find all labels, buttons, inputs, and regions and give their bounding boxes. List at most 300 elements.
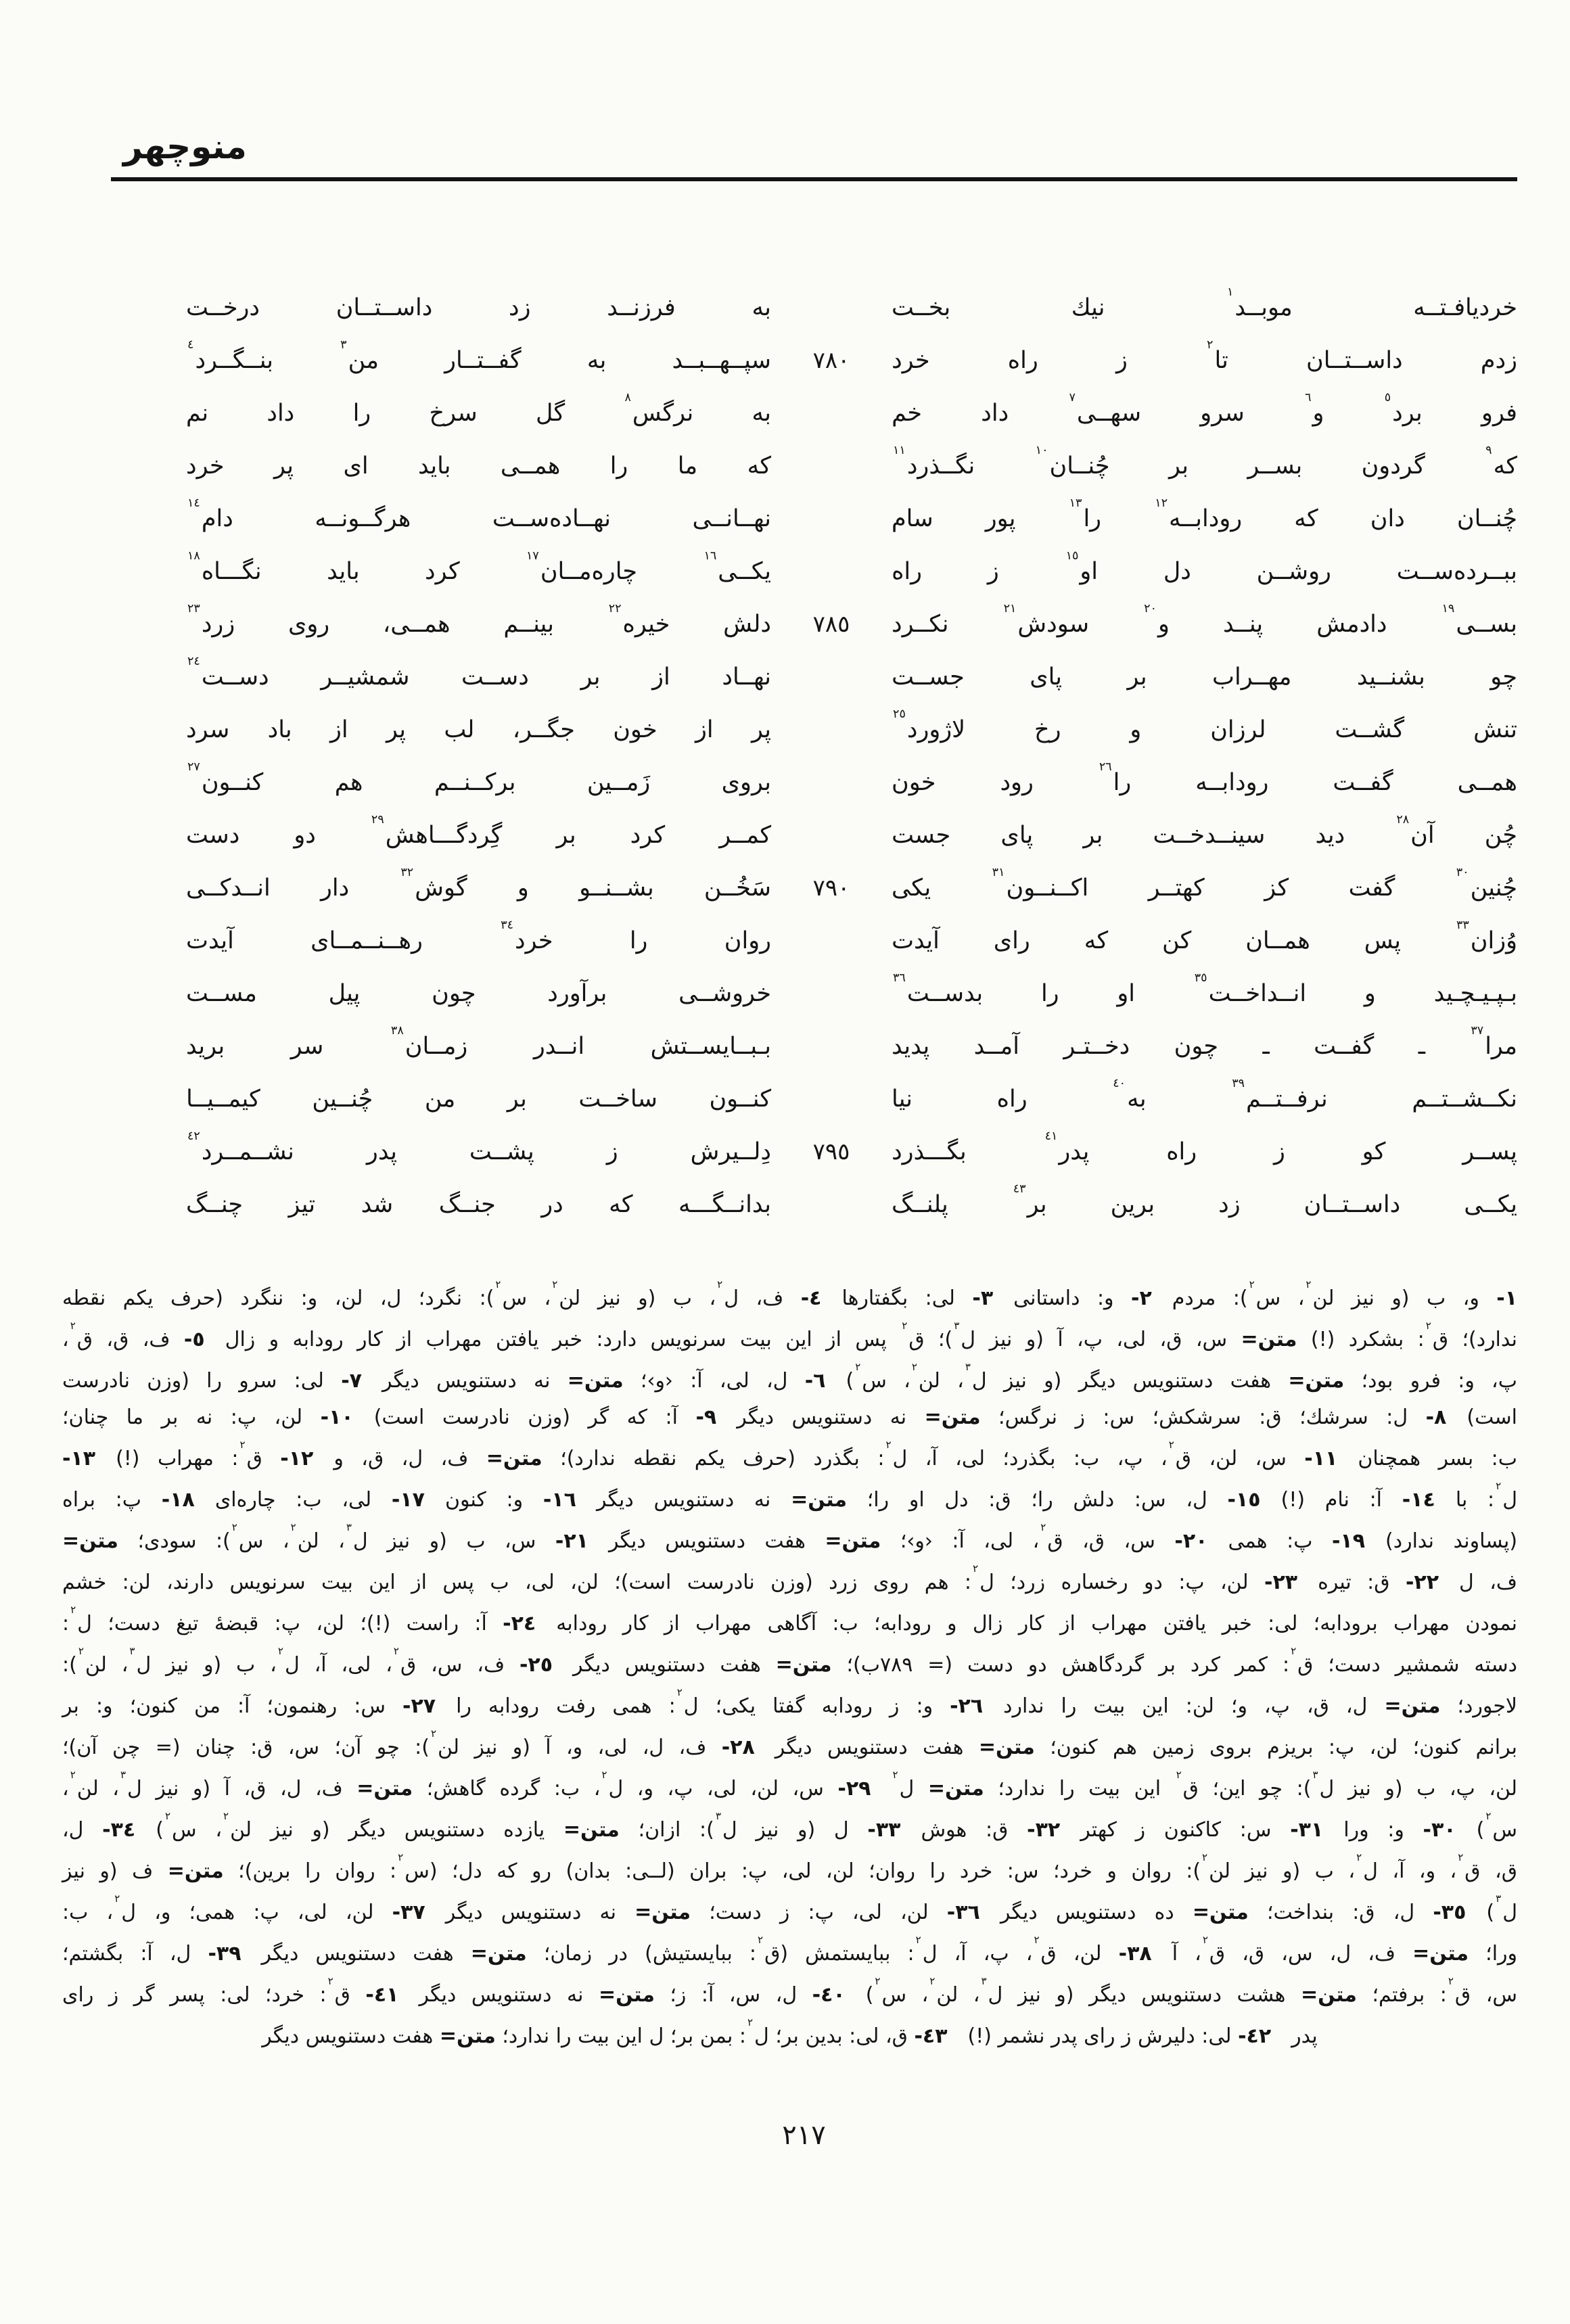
poem-word: بركــنــم — [434, 769, 516, 796]
footnote-marker: ٢ — [70, 1319, 76, 1332]
hemistich-first — [892, 865, 1517, 902]
poem-word: بايد — [417, 452, 451, 480]
footnote-marker: ٤٣ — [1013, 1182, 1026, 1196]
apparatus-lemma-number: ٢١- — [555, 1529, 588, 1553]
poem-word: كمــر — [719, 822, 771, 849]
footnote-marker: ٢ — [676, 1686, 683, 1698]
apparatus-lemma-number: متن= — [470, 1942, 527, 1966]
hemistich-second — [186, 1086, 771, 1113]
apparatus-lemma-number: متن= — [563, 1818, 620, 1842]
hemistich-first — [892, 285, 1517, 321]
poem-word: يكى — [892, 875, 931, 902]
poem-word: كهتــر — [1148, 875, 1205, 902]
footnote-marker: ٢ — [393, 1644, 399, 1657]
poem-word: دار — [320, 875, 350, 902]
apparatus-lemma-number: متن= — [1384, 1694, 1441, 1718]
hemistich-first — [892, 1076, 1517, 1113]
footnote-marker: ٢ — [875, 1974, 881, 1987]
poem-word: ز — [1115, 347, 1128, 374]
poem-word: گفت — [1348, 875, 1395, 902]
poem-word: چُن — [1484, 822, 1517, 849]
verse-row — [186, 387, 1517, 440]
footnote-marker: ٣٧ — [1471, 1023, 1484, 1038]
footnote-marker: ١ — [1226, 285, 1234, 299]
apparatus-line: س، ق$^٢$: برفتم؛ متن= هشت دستنويس ديگر (و نيز ل$^٣$، لن$^٢$، س$^٢$) ٤٠- ل، س، آ: ز؛ متن= نه دستنويس ديگر ٤١- ق$^٢$: خرد؛ لى: پسر گر ز راى — [62, 1974, 1517, 2007]
footnote-marker: ٢٤ — [187, 654, 200, 668]
apparatus-lemma-number: ٢٩- — [837, 1777, 871, 1800]
poem-word: دادمش — [1316, 611, 1387, 638]
footnote-marker: ٣٣ — [1456, 918, 1469, 932]
footnote-marker: ٣٠ — [1456, 865, 1469, 879]
hemistich-second — [186, 452, 771, 480]
apparatus-line: ل$^٣$) ٣٥- ل، ق: بنداخت؛ متن= ده دستنويس ديگر ٣٦- لن، لى، پ: ز دست؛ متن= نه دستنويس ديگر ٣٧- لن، لى، پ: همى؛ و، ل$^٢$، ب: — [62, 1892, 1517, 1924]
apparatus-lemma-number: ١٨- — [161, 1488, 195, 1512]
apparatus-line: نمودن مهراب برودابه؛ لى: خبر يافتن مهراب از كار زال و رودابه؛ ب: آگاهى مهراب از كار رودابه ٢٤- آ: راست (!)؛ لن، پ: قبضهٔ تيغ دست؛ ل$^٢$: — [62, 1603, 1517, 1635]
poem-word: روشــن — [1256, 558, 1331, 585]
poem-word: ـ — [1262, 1033, 1270, 1060]
footnote-marker: ٢ — [885, 1438, 892, 1451]
poem-word: از — [695, 716, 714, 743]
apparatus-lemma-number: متن= — [356, 1777, 413, 1800]
poem-word: او$^{١٥}$ — [1065, 549, 1099, 585]
poem-word: و$^٦$ — [1305, 390, 1324, 427]
footnote-marker: ٣٨ — [390, 1023, 404, 1038]
poem-word: باد — [267, 716, 292, 743]
apparatus-lemma-number: ٤١- — [365, 1983, 399, 2007]
footnote-marker: ٢ — [327, 1974, 333, 1987]
footnote-marker: ٣ — [954, 1319, 960, 1332]
apparatus-lemma-number: ٣- — [972, 1286, 994, 1310]
hemistich-second — [186, 601, 771, 638]
poem-word: تنش — [1473, 716, 1517, 743]
hemistich-second — [186, 1023, 771, 1060]
hemistich-second — [186, 716, 771, 743]
hemistich-first — [892, 1023, 1517, 1060]
apparatus-line: دسته شمشير دست؛ ق$^٢$: كمر كرد بر گردگاهش دو دست (= ٧٨٩ب)؛ متن= هفت دستنويس ديگر ٢٥- ف، س، ق$^٢$، لى، آ، ل$^٢$، ب (و نيز ل$^٣$، لن$^٢$): — [62, 1644, 1518, 1677]
book-page-scan — [0, 127, 1570, 2324]
verse-row — [186, 598, 1517, 651]
footnote-marker: ٣١ — [992, 865, 1005, 879]
poem-word: پر — [273, 452, 294, 480]
footnote-marker: ٢ — [1448, 1974, 1454, 1987]
poem-word: كه — [747, 452, 771, 480]
footnote-marker: ٢٠ — [1144, 601, 1157, 615]
footnote-marker: ١٩ — [1441, 601, 1455, 615]
poem-word: بر — [556, 822, 576, 849]
poem-word: به$^{٤٠}$ — [1113, 1076, 1147, 1113]
footnote-marker: ٢ — [1356, 1851, 1362, 1863]
apparatus-lemma-number: ٢٣- — [1264, 1571, 1298, 1594]
poem-word: بگـــذرد — [892, 1138, 967, 1165]
apparatus-lemma-number: متن= — [598, 1983, 655, 2007]
apparatus-line: ورا؛ متن= ف، ل، س، ق، ق$^٢$، آ ٣٨- لن، ق$^٢$، پ، آ، ل$^٢$: ببايستمش (ق$^٢$: ببايستيش) در زمان؛ متن= هفت دستنويس ديگر ٣٩- ل، آ: بگشتم؛ — [62, 1933, 1518, 1966]
footnote-marker: ٢ — [1168, 1438, 1174, 1451]
footnote-marker: ٢ — [290, 1520, 296, 1533]
poem-word: رخ — [1034, 716, 1061, 743]
poem-word: بر — [1127, 664, 1147, 691]
hemistich-first — [892, 760, 1517, 796]
hemistich-second — [186, 654, 771, 691]
footnote-marker: ٢ — [114, 1892, 120, 1905]
footnote-marker: ٢ — [973, 1562, 979, 1575]
poem-word: را$^{٢٦}$ — [1099, 760, 1132, 796]
verse-row — [186, 1073, 1517, 1125]
poem-word: من — [424, 1086, 456, 1113]
apparatus-lemma-number: ١٧- — [391, 1488, 425, 1512]
poem-word: همــى — [500, 452, 561, 480]
apparatus-line: برانم كنون؛ لن، پ: بريزم بروى زمين هم كنون؛ متن= هفت دستنويس ديگر ٢٨- ف، ل، لى، و، آ (و نيز لن$^٢$): چو آن؛ س، ق: چنان (= چن آن)؛ — [62, 1727, 1517, 1759]
poem-word: بـبــايســتش — [650, 1033, 771, 1060]
poem-word: نهــانــى — [692, 505, 771, 532]
poem-two-column-block — [53, 281, 1517, 1231]
footnote-marker: ٢ — [70, 1768, 76, 1781]
poem-word: و$^{٢٠}$ — [1144, 601, 1170, 638]
hemistich-second — [186, 549, 771, 585]
footnote-marker: ٢ — [717, 1278, 723, 1291]
apparatus-line: (پساوند ندارد) ١٩- پ: همى ٢٠- س، ق، ق$^٢$، لى، آ: ‹و›؛ متن= هفت دستنويس ديگر ٢١- س، ب (و نيز ل$^٣$، لن$^٢$، س$^٢$): سودى؛ متن= — [62, 1520, 1518, 1553]
footnote-marker: ٢ — [1291, 1644, 1297, 1657]
hemistich-first — [892, 496, 1517, 532]
poem-word: چون — [1174, 1033, 1219, 1060]
poem-word: راى — [993, 927, 1030, 954]
apparatus-lemma-number: ٤٣- — [914, 2024, 948, 2048]
apparatus-lemma-number: ١٦- — [542, 1488, 576, 1512]
verse-number: ٧٩٠ — [812, 875, 850, 902]
poem-word: لرزان — [1210, 716, 1266, 743]
poem-word: فرزنــد — [607, 294, 676, 321]
poem-word: او — [1117, 980, 1135, 1007]
poem-word: برد$^٥$ — [1384, 390, 1423, 427]
footnote-marker: ٢٩ — [371, 812, 384, 827]
hemistich-first — [892, 338, 1517, 374]
apparatus-lemma-number: ١٩- — [1331, 1529, 1366, 1553]
apparatus-line: ١- و، ب (و نيز لن$^٢$، س$^٢$): مردم ٢- و: داستانى ٣- لى: بگفتارها ٤- ف، ل$^٢$، ب (و نيز لن$^٢$، س$^٢$): نگرد؛ ل، لن، و: ننگرد (حرف يكم نقطه — [62, 1278, 1518, 1310]
footnote-marker: ٢ — [223, 1809, 229, 1822]
header-divider-rule — [111, 177, 1517, 181]
poem-word: خم — [892, 400, 922, 427]
verse-row — [186, 862, 1517, 914]
footnote-marker: ٢ — [747, 2016, 754, 2028]
poem-word: پســر — [1462, 1138, 1517, 1165]
hemistich-second — [186, 1191, 771, 1218]
footnote-marker: ٢٨ — [1396, 812, 1410, 827]
verse-row — [186, 703, 1517, 756]
footnote-marker: ٢ — [495, 1278, 501, 1291]
poem-word: بشــنــو — [579, 875, 654, 902]
footnote-marker: ٢ — [239, 1438, 246, 1451]
poem-word: ببــرده‌ســت — [1396, 558, 1517, 585]
poem-word: سرو — [1200, 400, 1245, 427]
apparatus-lemma-number: متن= — [791, 1488, 848, 1512]
apparatus-lemma-number: ٩- — [695, 1405, 717, 1429]
apparatus-line: ندارد)؛ ق$^٢$: بشكرد (!) متن= س، ق، لى، پ، آ (و نيز ل$^٣$)؛ ق$^٢$ پس از اين بيت سرنويس دارد: خبر يافتن مهراب از كار رودابه و زال ٥- ف، ق، ق$^٢$، — [62, 1319, 1517, 1351]
poem-word: از — [652, 664, 670, 691]
poem-word: نگــذرد$^{١١}$ — [893, 443, 975, 480]
poem-word: شد — [361, 1191, 394, 1218]
poem-word: سينــدخــت — [1153, 822, 1266, 849]
apparatus-lemma-number: متن= — [1301, 1983, 1357, 2007]
poem-word: برآورد — [547, 980, 607, 1007]
hemistich-second — [186, 1129, 771, 1165]
poem-word: شمشيــر — [321, 664, 410, 691]
poem-word: چون — [432, 980, 476, 1007]
apparatus-lemma-number: ٢٦- — [950, 1694, 984, 1718]
apparatus-lemma-number: متن= — [634, 1901, 691, 1924]
poem-word: پور — [985, 505, 1016, 532]
poem-word: داســتــان — [1303, 1191, 1401, 1218]
poem-word: پاى — [1030, 664, 1063, 691]
apparatus-lemma-number: ٢٥- — [519, 1653, 553, 1677]
hemistich-first — [892, 918, 1517, 954]
apparatus-lemma-number: ١١- — [1304, 1447, 1338, 1470]
apparatus-lemma-number: ٣٥- — [1433, 1901, 1467, 1924]
apparatus-lemma-number: متن= — [924, 1405, 981, 1429]
footnote-marker: ٢ — [902, 1319, 908, 1332]
poem-word: جســت — [892, 664, 965, 691]
poem-word: زدم — [1480, 347, 1517, 374]
footnote-marker: ٢ — [70, 1603, 76, 1616]
poem-word: به — [752, 400, 771, 427]
poem-word: جست — [892, 822, 951, 849]
poem-word: جنــگ — [438, 1191, 496, 1218]
hemistich-first — [892, 601, 1517, 638]
poem-word: را — [352, 400, 371, 427]
hemistich-second — [186, 390, 771, 427]
poem-word: كن — [1162, 927, 1192, 954]
poem-word: چُنين$^{٣٠}$ — [1456, 865, 1517, 902]
footnote-marker: ١١ — [893, 443, 906, 457]
footnote-marker: ٢ — [231, 1520, 237, 1533]
poem-word: پدر$^{٤١}$ — [1044, 1129, 1090, 1165]
poem-word: راه — [996, 1086, 1028, 1113]
poem-word: از — [329, 716, 348, 743]
apparatus-line: ق، ق$^٢$، و، آ، ل$^٢$، ب (و نيز لن$^٢$): روان و خرد؛ س: خرد را روان؛ لن، لى، پ: بران (لــى: بدان) رو كه دل؛ (س$^٢$: روان را برين)؛ متن= ف (و نيز — [62, 1851, 1518, 1883]
footnote-marker: ٦ — [1305, 390, 1312, 404]
apparatus-lemma-number: متن= — [775, 1653, 832, 1677]
apparatus-lemma-number: ٢٧- — [402, 1694, 436, 1718]
footnote-marker: ١٥ — [1065, 549, 1079, 563]
poem-word: پدر — [366, 1138, 397, 1165]
poem-word: نم — [186, 400, 209, 427]
apparatus-lemma-number: ٨- — [1425, 1405, 1447, 1429]
hemistich-second — [186, 980, 771, 1007]
footnote-marker: ٣ — [715, 1809, 721, 1822]
apparatus-line: ل$^٢$: با ١٤- آ: نام (!) ١٥- ل، س: دلش را؛ ق: دل او را؛ متن= نه دستنويس ديگر ١٦- و: كنون ١٧- لى، ب: چاره‌اى ١٨- پ: براه — [62, 1479, 1517, 1512]
poem-word: نهــاد — [722, 664, 771, 691]
verse-row — [186, 281, 1517, 334]
apparatus-lemma-number: ٤٠- — [812, 1983, 846, 2007]
poem-word: سرد — [186, 716, 230, 743]
hemistich-second — [186, 496, 771, 532]
poem-word: رهــنــمــاى — [310, 927, 423, 954]
footnote-marker: ٢ — [892, 1768, 898, 1781]
poem-word: داســتــان — [1306, 347, 1403, 374]
footnote-marker: ٣٢ — [400, 865, 414, 879]
poem-word: برين — [1110, 1191, 1155, 1218]
footnote-marker: ٣ — [340, 338, 347, 352]
footnote-marker: ١٦ — [703, 549, 717, 563]
apparatus-lemma-number: ٣٣- — [867, 1818, 901, 1842]
poem-word: نيا — [892, 1086, 913, 1113]
poem-word: بروى — [721, 769, 771, 796]
poem-word: مســت — [186, 980, 257, 1007]
hemistich-first — [892, 549, 1517, 585]
poem-word: دو — [294, 822, 316, 849]
poem-word: خرديافـتــه — [1413, 294, 1517, 321]
poem-word: گردون — [1361, 452, 1425, 480]
hemistich-second — [186, 918, 771, 954]
poem-word: رودابــه$^{١٢}$ — [1155, 496, 1243, 532]
page-content — [53, 127, 1517, 2151]
poem-word: جگــر، — [512, 716, 575, 743]
apparatus-line: ب: بسر همچنان ١١- س، لن، ق$^٢$، پ، ب: بگذرد؛ لى، آ، ل$^٢$: بگذرد (حرف يكم نقطه ندارد)؛ متن= ف، ل، ق، و ١٢- ق$^٢$: مهراب (!) ١٣- — [62, 1438, 1517, 1470]
poem-word: هم — [334, 769, 363, 796]
footnote-marker: ١٨ — [187, 549, 200, 563]
poem-word: نگـــاه$^{١٨}$ — [187, 549, 262, 585]
poem-word: نيك — [1071, 294, 1105, 321]
poem-word: راه — [892, 558, 923, 585]
footnote-marker: ١٧ — [526, 549, 539, 563]
footnote-marker: ٢٣ — [187, 601, 200, 615]
apparatus-lemma-number: ٧- — [341, 1369, 362, 1393]
verse-row — [186, 1178, 1517, 1231]
poem-word: ما — [677, 452, 698, 480]
poem-word: و — [517, 875, 529, 902]
poem-word: كه$^٩$ — [1485, 443, 1517, 480]
poem-word: بر — [580, 664, 601, 691]
poem-word: نرگس$^٨$ — [624, 390, 694, 427]
poem-word: بنــگــرد$^٤$ — [187, 338, 273, 374]
footnote-marker: ٣٥ — [1194, 971, 1207, 985]
poem-word: سهــى$^٧$ — [1069, 390, 1142, 427]
poem-word: ـ — [1418, 1033, 1425, 1060]
poem-word: را — [1040, 980, 1059, 1007]
footnote-marker: ٢ — [1306, 1278, 1312, 1291]
apparatus-lemma-number: ٣١- — [1290, 1818, 1324, 1842]
footnote-marker: ٢ — [855, 1360, 861, 1373]
apparatus-lemma-number: ٥- — [183, 1328, 205, 1351]
footnote-marker: ٢ — [1458, 1851, 1464, 1863]
verse-row — [186, 334, 1517, 387]
footnote-marker: ٢ — [398, 1851, 404, 1863]
footnote-marker: ٢ — [758, 1933, 764, 1946]
poem-word: سپــهــبــد — [672, 347, 771, 374]
footnote-marker: ٢ — [1202, 1851, 1208, 1863]
poem-word: خون — [892, 769, 936, 796]
footnote-marker: ٣ — [1496, 1892, 1502, 1905]
poem-word: كرد — [630, 822, 666, 849]
apparatus-lemma-number: ٣٨- — [1118, 1942, 1152, 1966]
poem-word: خرد — [186, 452, 225, 480]
running-header-title: منوچهر — [123, 127, 247, 166]
hemistich-first — [892, 812, 1517, 849]
poem-word: رود — [1000, 769, 1034, 796]
verse-number: ٧٩٥ — [812, 1138, 850, 1165]
poem-word: دام$^{١٤}$ — [187, 496, 233, 532]
poem-word: وُزان$^{٣٣}$ — [1456, 918, 1517, 954]
poem-word: دِلــيرش — [690, 1138, 771, 1165]
footnote-marker: ٢ — [552, 1278, 558, 1291]
footnote-marker: ٣٩ — [1232, 1076, 1245, 1090]
poem-word: كه — [609, 1191, 633, 1218]
poem-word: فرو — [1481, 400, 1517, 427]
poem-word: گِردگـــاهش$^{٢٩}$ — [371, 812, 503, 849]
footnote-marker: ٣ — [1312, 1768, 1318, 1781]
poem-word: مهــراب — [1212, 664, 1292, 691]
verse-row — [186, 967, 1517, 1020]
footnote-marker: ٢٦ — [1099, 760, 1112, 774]
footnote-marker: ٧ — [1069, 390, 1076, 404]
poem-word: و — [1130, 716, 1142, 743]
poem-word: كرد — [425, 558, 460, 585]
poem-word: داد — [267, 400, 295, 427]
footnote-marker: ٣ — [965, 1360, 971, 1373]
apparatus-line: پ، و: فرو بود؛ متن= هفت دستنويس ديگر (و نيز ل$^٣$، لن$^٢$، س$^٢$) ٦- ل، لى، آ: ‹و›؛ متن= نه دستنويس ديگر ٧- لى: سرو را (وزن نادرست — [62, 1360, 1517, 1393]
poem-word: درخــت — [186, 294, 260, 321]
poem-word: كيمــيــا — [186, 1086, 260, 1113]
poem-word: من$^٣$ — [340, 338, 379, 374]
verse-row — [186, 492, 1517, 545]
poem-word: انــداخــت$^{٣٥}$ — [1194, 971, 1307, 1007]
poem-word: چو — [1490, 664, 1517, 691]
hemistich-first — [892, 1182, 1517, 1218]
poem-word: سر — [290, 1033, 324, 1060]
poem-word: چاره‌مــان$^{١٧}$ — [526, 549, 638, 585]
footnote-marker: ٣ — [120, 1768, 126, 1781]
footnote-marker: ٢ — [601, 1768, 607, 1781]
apparatus-lemma-number: ٢٢- — [1405, 1571, 1439, 1594]
poem-word: يكــى — [1464, 1191, 1517, 1218]
poem-word: را — [629, 927, 648, 954]
poem-word: كه — [1084, 927, 1109, 954]
footnote-marker: ٤١ — [1044, 1129, 1058, 1143]
hemistich-second — [186, 294, 771, 321]
apparatus-lemma-number: ١٣- — [62, 1447, 96, 1470]
page-number: ٢١٧ — [782, 2120, 826, 2151]
footnote-marker: ٢ — [1207, 338, 1214, 352]
poem-word: لب — [444, 716, 475, 743]
poem-word: هرگــونــه — [315, 505, 411, 532]
critical-apparatus-footnotes — [62, 1276, 1517, 2055]
verse-row — [186, 756, 1517, 809]
poem-word: آيدت — [892, 927, 940, 954]
poem-word: پس — [1364, 927, 1402, 954]
apparatus-lemma-number: متن= — [567, 1369, 624, 1393]
poem-word: پشــت — [469, 1138, 534, 1165]
footnote-marker: ٢ — [1202, 1933, 1208, 1946]
poem-word: راه — [1007, 347, 1038, 374]
poem-word: بايد — [327, 558, 360, 585]
poem-word: پنــد — [1222, 611, 1264, 638]
poem-word: دان — [1370, 505, 1405, 532]
poem-word: دل — [1163, 558, 1191, 585]
poem-word: روان — [724, 927, 771, 954]
poem-word: ز — [1273, 1138, 1285, 1165]
poem-word: همــى، — [382, 611, 451, 638]
footnote-marker: ٣ — [981, 1974, 987, 1987]
footnote-marker: ٢ — [911, 1360, 917, 1373]
poem-word: دســت — [461, 664, 529, 691]
poem-word: بدســت$^{٣٦}$ — [893, 971, 984, 1007]
footnote-marker: ٢ — [1425, 1319, 1431, 1332]
poem-word: همــى — [1457, 769, 1517, 796]
hemistich-first — [892, 443, 1517, 480]
footnote-marker: ٣٦ — [893, 971, 906, 985]
poem-word: گفــت — [1333, 769, 1393, 796]
footnote-marker: ٢ — [277, 1644, 283, 1657]
apparatus-lemma-number: ٣٧- — [392, 1901, 425, 1924]
footnote-marker: ١٤ — [187, 496, 200, 510]
